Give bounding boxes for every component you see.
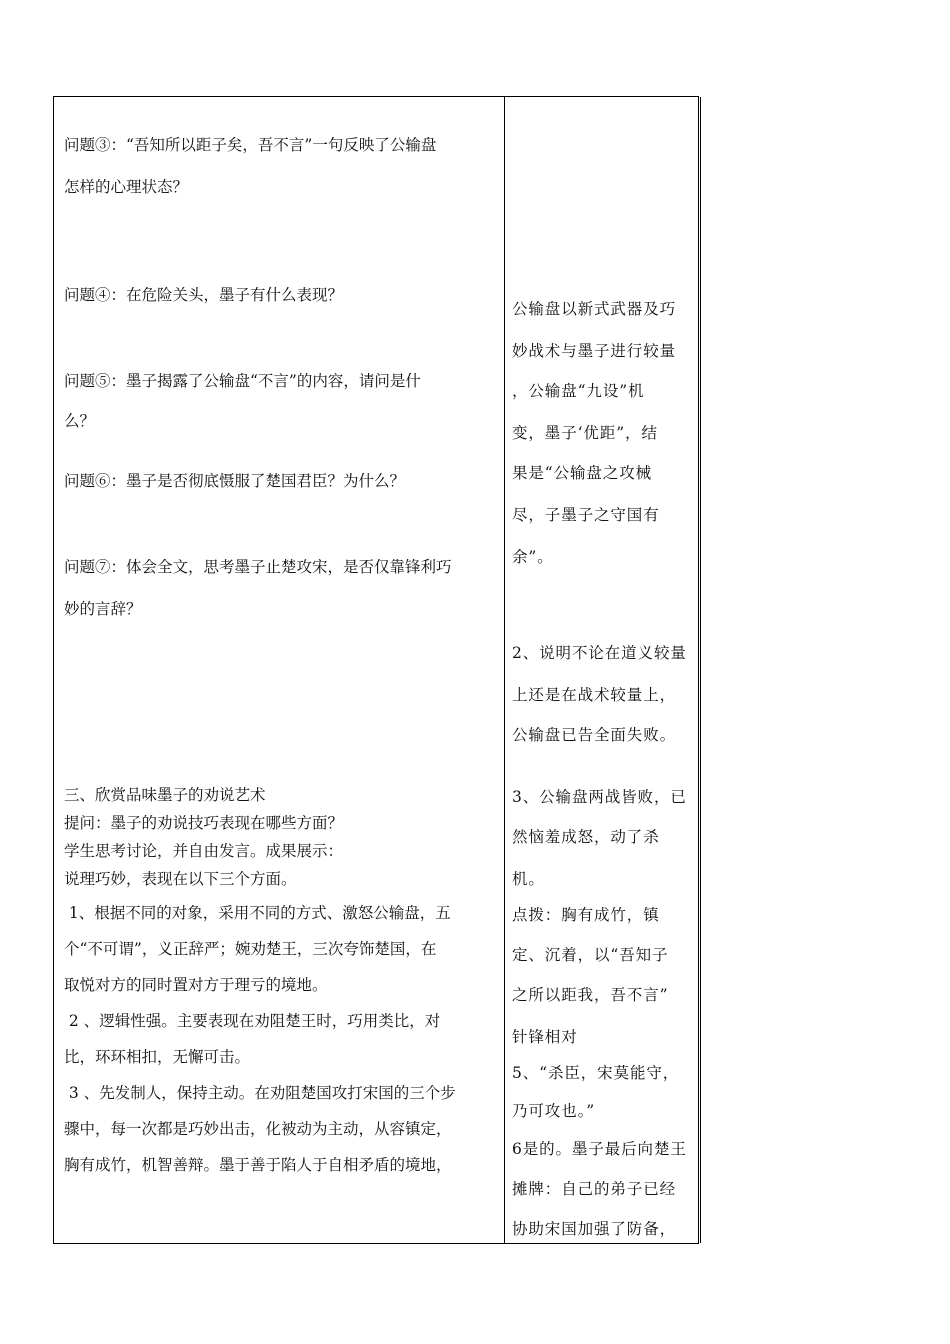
answer-1-line-4: 变，墨子‘优距”，结 bbox=[512, 424, 658, 442]
answer-3-line-3: 机。 bbox=[512, 870, 545, 888]
answer-6-line-2: 摊牌：自己的弟子已经 bbox=[512, 1180, 677, 1198]
column-divider bbox=[504, 97, 505, 1243]
answer-1-line-6: 尽，子墨子之守国有 bbox=[512, 506, 660, 524]
answer-2-line-1: 2、说明不论在道义较量 bbox=[512, 644, 687, 662]
question-7-line-1: 问题⑦：体会全文，思考墨子止楚攻宋，是否仅靠锋利巧 bbox=[64, 558, 452, 576]
column-divider bbox=[700, 97, 701, 1243]
summary-text: 说理巧妙，表现在以下三个方面。 bbox=[64, 870, 297, 888]
discussion-text: 学生思考讨论，并自由发言。成果展示： bbox=[64, 842, 344, 860]
lesson-table bbox=[53, 96, 699, 1244]
point-3-line-2: 骤中，每一次都是巧妙出击，化被动为主动，从容镇定， bbox=[64, 1120, 452, 1138]
answer-6-line-1: 6是的。墨子最后向楚王 bbox=[512, 1140, 687, 1158]
point-2-line-2: 比，环环相扣，无懈可击。 bbox=[64, 1048, 251, 1066]
answer-1-line-5: 果是“公输盘之攻械 bbox=[512, 464, 653, 482]
answer-1-line-2: 妙战术与墨子进行较量 bbox=[512, 342, 677, 360]
question-3-line-2: 怎样的心理状态？ bbox=[64, 178, 189, 196]
answer-6-line-3: 协助宋国加强了防备， bbox=[512, 1220, 677, 1238]
point-1-line-3: 取悦对方的同时置对方于理亏的境地。 bbox=[64, 976, 328, 994]
question-3-line-1: 问题③：“吾知所以距子矣，吾不言”一句反映了公输盘 bbox=[64, 136, 437, 154]
point-1-line-2: 个“不可谓”，义正辞严；婉劝楚王，三次夸饰楚国，在 bbox=[64, 940, 437, 958]
answer-1-line-1: 公输盘以新式武器及巧 bbox=[512, 300, 677, 318]
answer-2-line-3: 公输盘已告全面失败。 bbox=[512, 726, 677, 744]
prompt-question: 提问：墨子的劝说技巧表现在哪些方面？ bbox=[64, 814, 344, 832]
point-3-line-1: 3 、先发制人，保持主动。在劝阻楚国攻打宋国的三个步 bbox=[64, 1084, 456, 1102]
section-title: 三、欣赏品味墨子的劝说艺术 bbox=[64, 786, 266, 804]
answer-3-line-1: 3、公输盘两战皆败，已 bbox=[512, 788, 687, 806]
answer-1-line-7: 余”。 bbox=[512, 548, 554, 566]
question-5-line-1: 问题⑤：墨子揭露了公输盘“不言”的内容，请问是什 bbox=[64, 372, 421, 390]
point-2-line-1: 2 、逻辑性强。主要表现在劝阻楚王时，巧用类比，对 bbox=[64, 1012, 441, 1030]
point-1-line-1: 1、根据不同的对象，采用不同的方式、激怒公输盘，五 bbox=[64, 904, 451, 922]
answer-1-line-3: ，公输盘“九设”机 bbox=[512, 382, 645, 400]
answer-2-line-2: 上还是在战术较量上， bbox=[512, 686, 677, 704]
answer-5-line-2: 乃可攻也。” bbox=[512, 1102, 596, 1120]
hint-line-3: 之所以距我，吾不言” bbox=[512, 986, 669, 1004]
hint-line-1: 点拨：胸有成竹，镇 bbox=[512, 906, 660, 924]
answer-3-line-2: 然恼羞成怒，动了杀 bbox=[512, 828, 660, 846]
question-5-line-2: 么？ bbox=[64, 412, 96, 430]
question-7-line-2: 妙的言辞？ bbox=[64, 600, 142, 618]
hint-line-2: 定、沉着，以“吾知子 bbox=[512, 946, 669, 964]
question-4: 问题④：在危险关头，墨子有什么表现？ bbox=[64, 286, 344, 304]
hint-line-4: 针锋相对 bbox=[512, 1028, 578, 1046]
question-6: 问题⑥：墨子是否彻底慑服了楚国君臣？为什么？ bbox=[64, 472, 406, 490]
answer-5-line-1: 5、“杀臣，宋莫能守， bbox=[512, 1064, 680, 1082]
point-3-line-3: 胸有成竹，机智善辩。墨于善于陷人于自相矛盾的境地， bbox=[64, 1156, 452, 1174]
